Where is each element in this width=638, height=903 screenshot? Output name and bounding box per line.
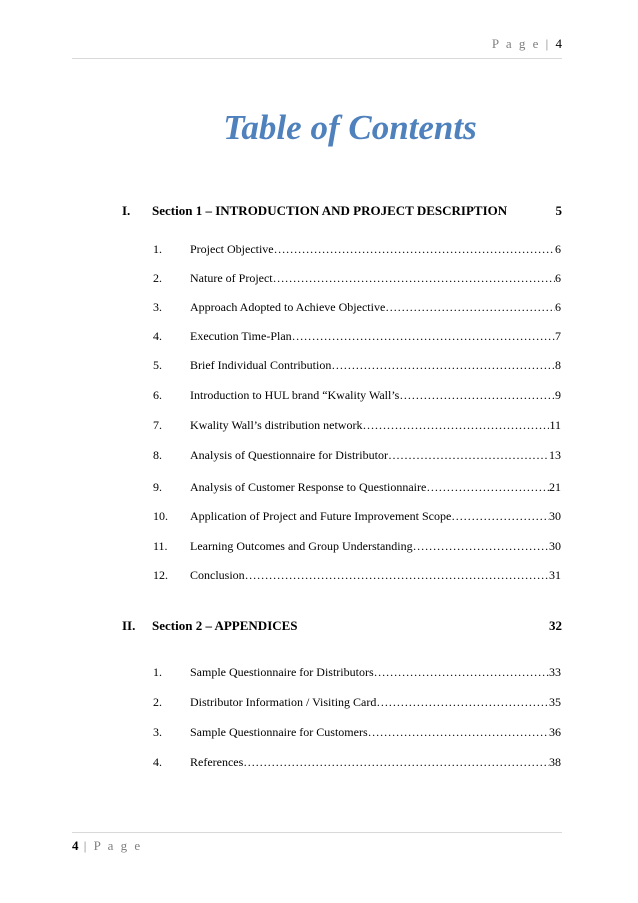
entry-title: Application of Project and Future Improvement Scope: [190, 509, 452, 523]
dot-leader: [374, 665, 549, 680]
toc-entry: [153, 418, 561, 434]
entry-page: 33: [549, 665, 561, 679]
dot-leader: [362, 418, 549, 433]
entry-title: Distributor Information / Visiting Card: [190, 695, 377, 709]
entry-title: Sample Questionnaire for Customers: [190, 725, 368, 739]
toc-entry: [153, 695, 561, 711]
entry-number: 5.: [153, 358, 162, 372]
entry-title: Execution Time-Plan: [190, 329, 292, 343]
dot-leader: [385, 300, 555, 315]
toc-entry: [153, 665, 561, 681]
page-header: [72, 36, 562, 52]
section-page: 5: [555, 203, 562, 218]
entry-title: References: [190, 755, 244, 769]
entry-number: 11.: [153, 539, 168, 553]
dot-leader: [292, 329, 555, 344]
toc-entry: [153, 242, 561, 258]
entry-page: 30: [549, 509, 561, 523]
entry-page: 36: [549, 725, 561, 739]
entry-title: Introduction to HUL brand “Kwality Wall’s: [190, 388, 400, 402]
dot-leader: [245, 568, 549, 583]
toc-entry: [153, 755, 561, 771]
section-number: I.: [122, 203, 131, 218]
entry-number: 4.: [153, 329, 162, 343]
entry-page: 11: [549, 418, 561, 432]
entry-page: 6: [555, 300, 561, 314]
entry-number: 7.: [153, 418, 162, 432]
footer-separator: |: [83, 838, 89, 853]
entry-title: Kwality Wall’s distribution network: [190, 418, 363, 432]
entry-number: 2.: [153, 271, 162, 285]
entry-page: 8: [555, 358, 561, 372]
section-title: Section 1 – INTRODUCTION AND PROJECT DESCRIPTION: [152, 203, 508, 218]
dot-leader: [243, 755, 549, 770]
dot-leader: [376, 695, 549, 710]
entry-number: 3.: [153, 725, 162, 739]
footer-rule: [72, 832, 562, 833]
entry-page: 30: [549, 539, 561, 553]
dot-leader: [399, 388, 555, 403]
toc-entry: [153, 300, 561, 316]
entry-title: Learning Outcomes and Group Understanding: [190, 539, 413, 553]
entry-title: Analysis of Questionnaire for Distributor: [190, 448, 388, 462]
toc-entry: [153, 539, 561, 555]
entry-page: 38: [549, 755, 561, 769]
dot-leader: [274, 242, 555, 257]
entry-title: Conclusion: [190, 568, 245, 582]
entry-number: 1.: [153, 665, 162, 679]
dot-leader: [273, 271, 555, 286]
header-rule: [72, 58, 562, 59]
section-page: 32: [549, 618, 562, 633]
footer-page-number: 4: [72, 838, 79, 853]
entry-page: 9: [555, 388, 561, 402]
entry-title: Brief Individual Contribution: [190, 358, 332, 372]
page-title: Table of Contents: [223, 108, 477, 147]
toc-entry: [153, 271, 561, 287]
entry-title: Nature of Project: [190, 271, 273, 285]
entry-number: 8.: [153, 448, 162, 462]
dot-leader: [413, 539, 549, 554]
entry-page: 6: [555, 271, 561, 285]
toc-entry: [153, 329, 561, 345]
entry-number: 2.: [153, 695, 162, 709]
entry-page: 31: [549, 568, 561, 582]
entry-page: 6: [555, 242, 561, 256]
entry-page: 35: [549, 695, 561, 709]
entry-title: Analysis of Customer Response to Questionnaire: [190, 480, 427, 494]
entry-number: 3.: [153, 300, 162, 314]
header-separator: |: [545, 36, 551, 51]
header-page-label: P a g e: [491, 36, 541, 51]
footer-page-label: P a g e: [93, 838, 143, 853]
dot-leader: [331, 358, 555, 373]
entry-number: 1.: [153, 242, 162, 256]
page-footer: [72, 838, 142, 854]
entry-number: 12.: [153, 568, 168, 582]
toc-entry: [153, 358, 561, 374]
toc-entry: [153, 509, 561, 525]
dot-leader: [451, 509, 549, 524]
entry-number: 10.: [153, 509, 168, 523]
section-number: II.: [122, 618, 136, 633]
toc-entry: [153, 568, 561, 584]
entry-title: Approach Adopted to Achieve Objective: [190, 300, 386, 314]
dot-leader: [368, 725, 549, 740]
toc-entry: [153, 480, 561, 496]
entry-number: 9.: [153, 480, 162, 494]
entry-page: 13: [549, 448, 561, 462]
header-page-number: 4: [555, 36, 562, 51]
entry-number: 6.: [153, 388, 162, 402]
entry-page: 7: [555, 329, 561, 343]
entry-title: Project Objective: [190, 242, 274, 256]
toc-entry: [153, 388, 561, 404]
entry-number: 4.: [153, 755, 162, 769]
toc-entry: [153, 725, 561, 741]
dot-leader: [388, 448, 549, 463]
dot-leader: [426, 480, 549, 495]
entry-title: Sample Questionnaire for Distributors: [190, 665, 374, 679]
entry-page: 21: [549, 480, 561, 494]
section-title: Section 2 – APPENDICES: [152, 618, 298, 633]
toc-entry: [153, 448, 561, 464]
